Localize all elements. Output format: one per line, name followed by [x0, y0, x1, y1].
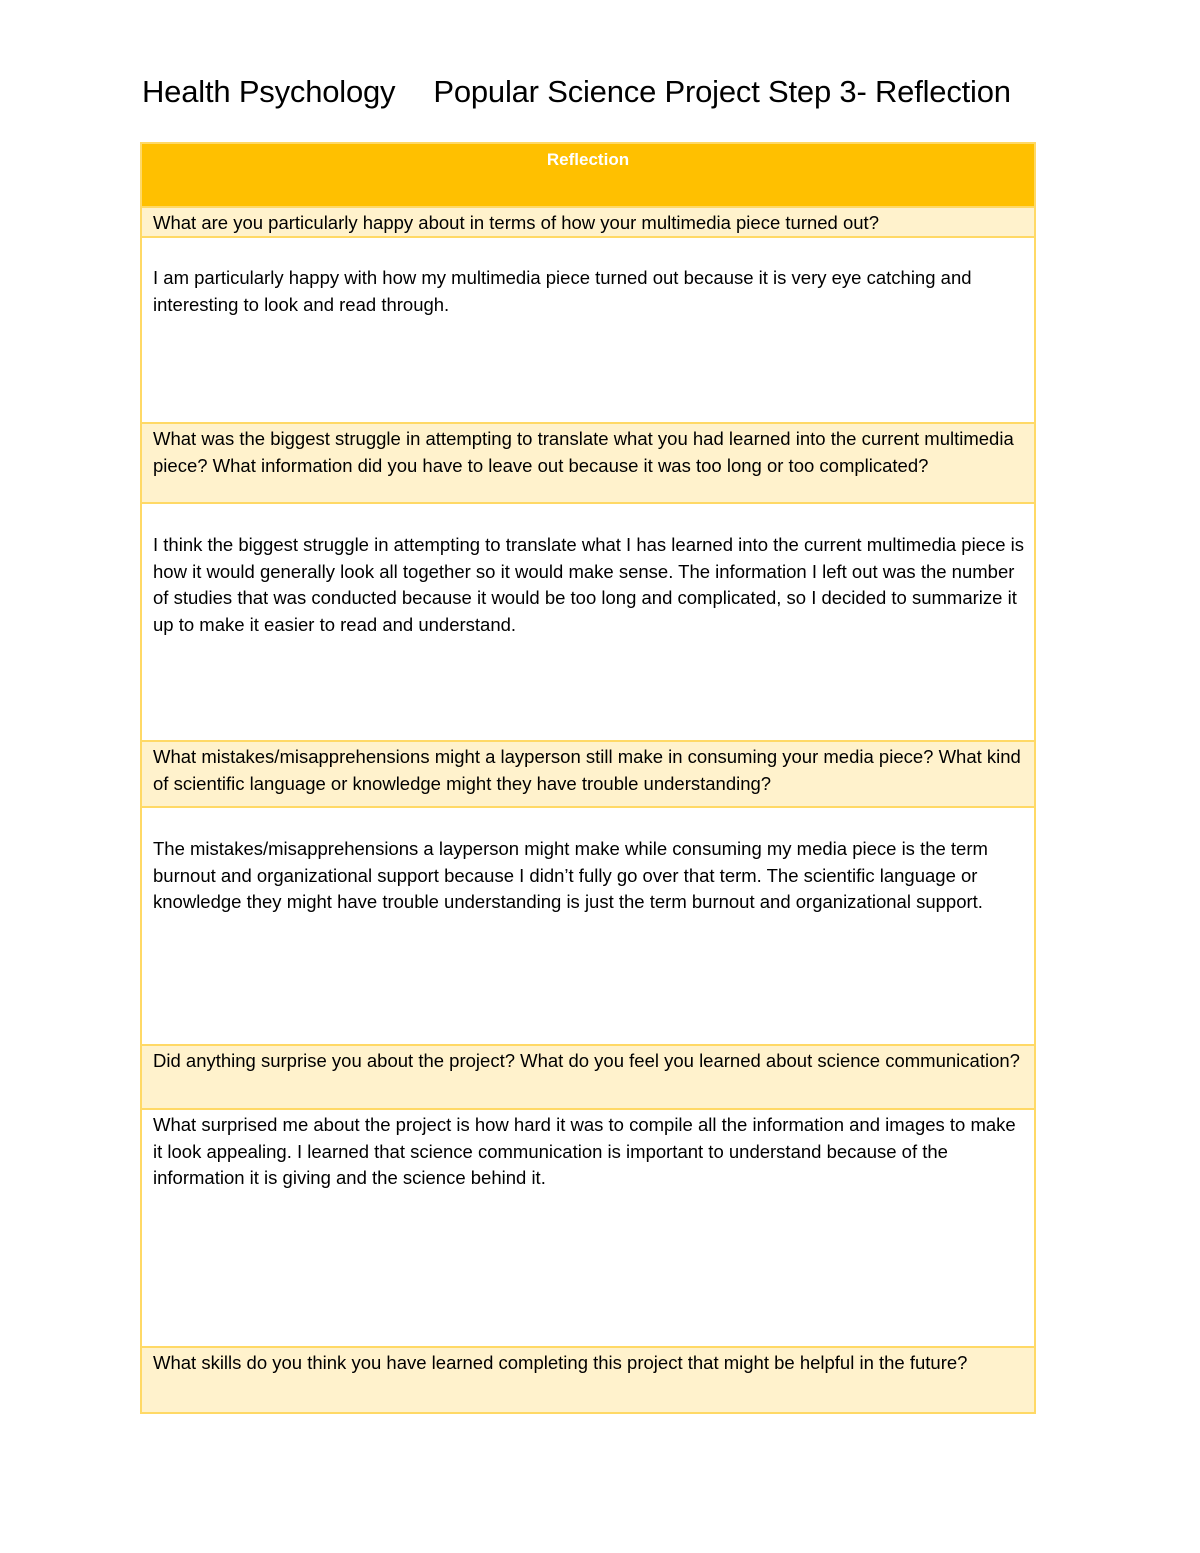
answer-2: I think the biggest struggle in attempting to translate what I has learned into the current multimedia piece is how it would generally look all together so it would make sense. The information I left out was the number of studies that was conducted because it would be too long and complicated, so I decided to summarize it up to make it easier to read and understand.	[142, 504, 1034, 742]
question-1: What are you particularly happy about in terms of how your multimedia piece turned out?	[142, 208, 1034, 238]
table-header: Reflection	[142, 144, 1034, 208]
assignment-title: Popular Science Project Step 3- Reflection	[433, 74, 1011, 109]
question-2: What was the biggest struggle in attempting to translate what you had learned into the current multimedia piece? What information did you have to leave out because it was too long or too complicated?	[142, 424, 1034, 504]
answer-1: I am particularly happy with how my multimedia piece turned out because it is very eye catching and interesting to look and read through.	[142, 238, 1034, 424]
question-3: What mistakes/misapprehensions might a layperson still make in consuming your media piece? What kind of scientific language or knowledge might they have trouble understanding?	[142, 742, 1034, 808]
page-title	[142, 74, 1011, 110]
reflection-table	[140, 142, 1036, 1414]
course-title: Health Psychology	[142, 74, 396, 109]
question-4: Did anything surprise you about the project? What do you feel you learned about science communication?	[142, 1046, 1034, 1110]
question-5: What skills do you think you have learned completing this project that might be helpful in the future?	[142, 1348, 1034, 1412]
answer-4: What surprised me about the project is how hard it was to compile all the information and images to make it look appealing. I learned that science communication is important to understand because of the information it is giving and the science behind it.	[142, 1110, 1034, 1348]
answer-3: The mistakes/misapprehensions a layperson might make while consuming my media piece is the term burnout and organizational support because I didn’t fully go over that term. The scientific language or knowledge they might have trouble understanding is just the term burnout and organizational support.	[142, 808, 1034, 1046]
